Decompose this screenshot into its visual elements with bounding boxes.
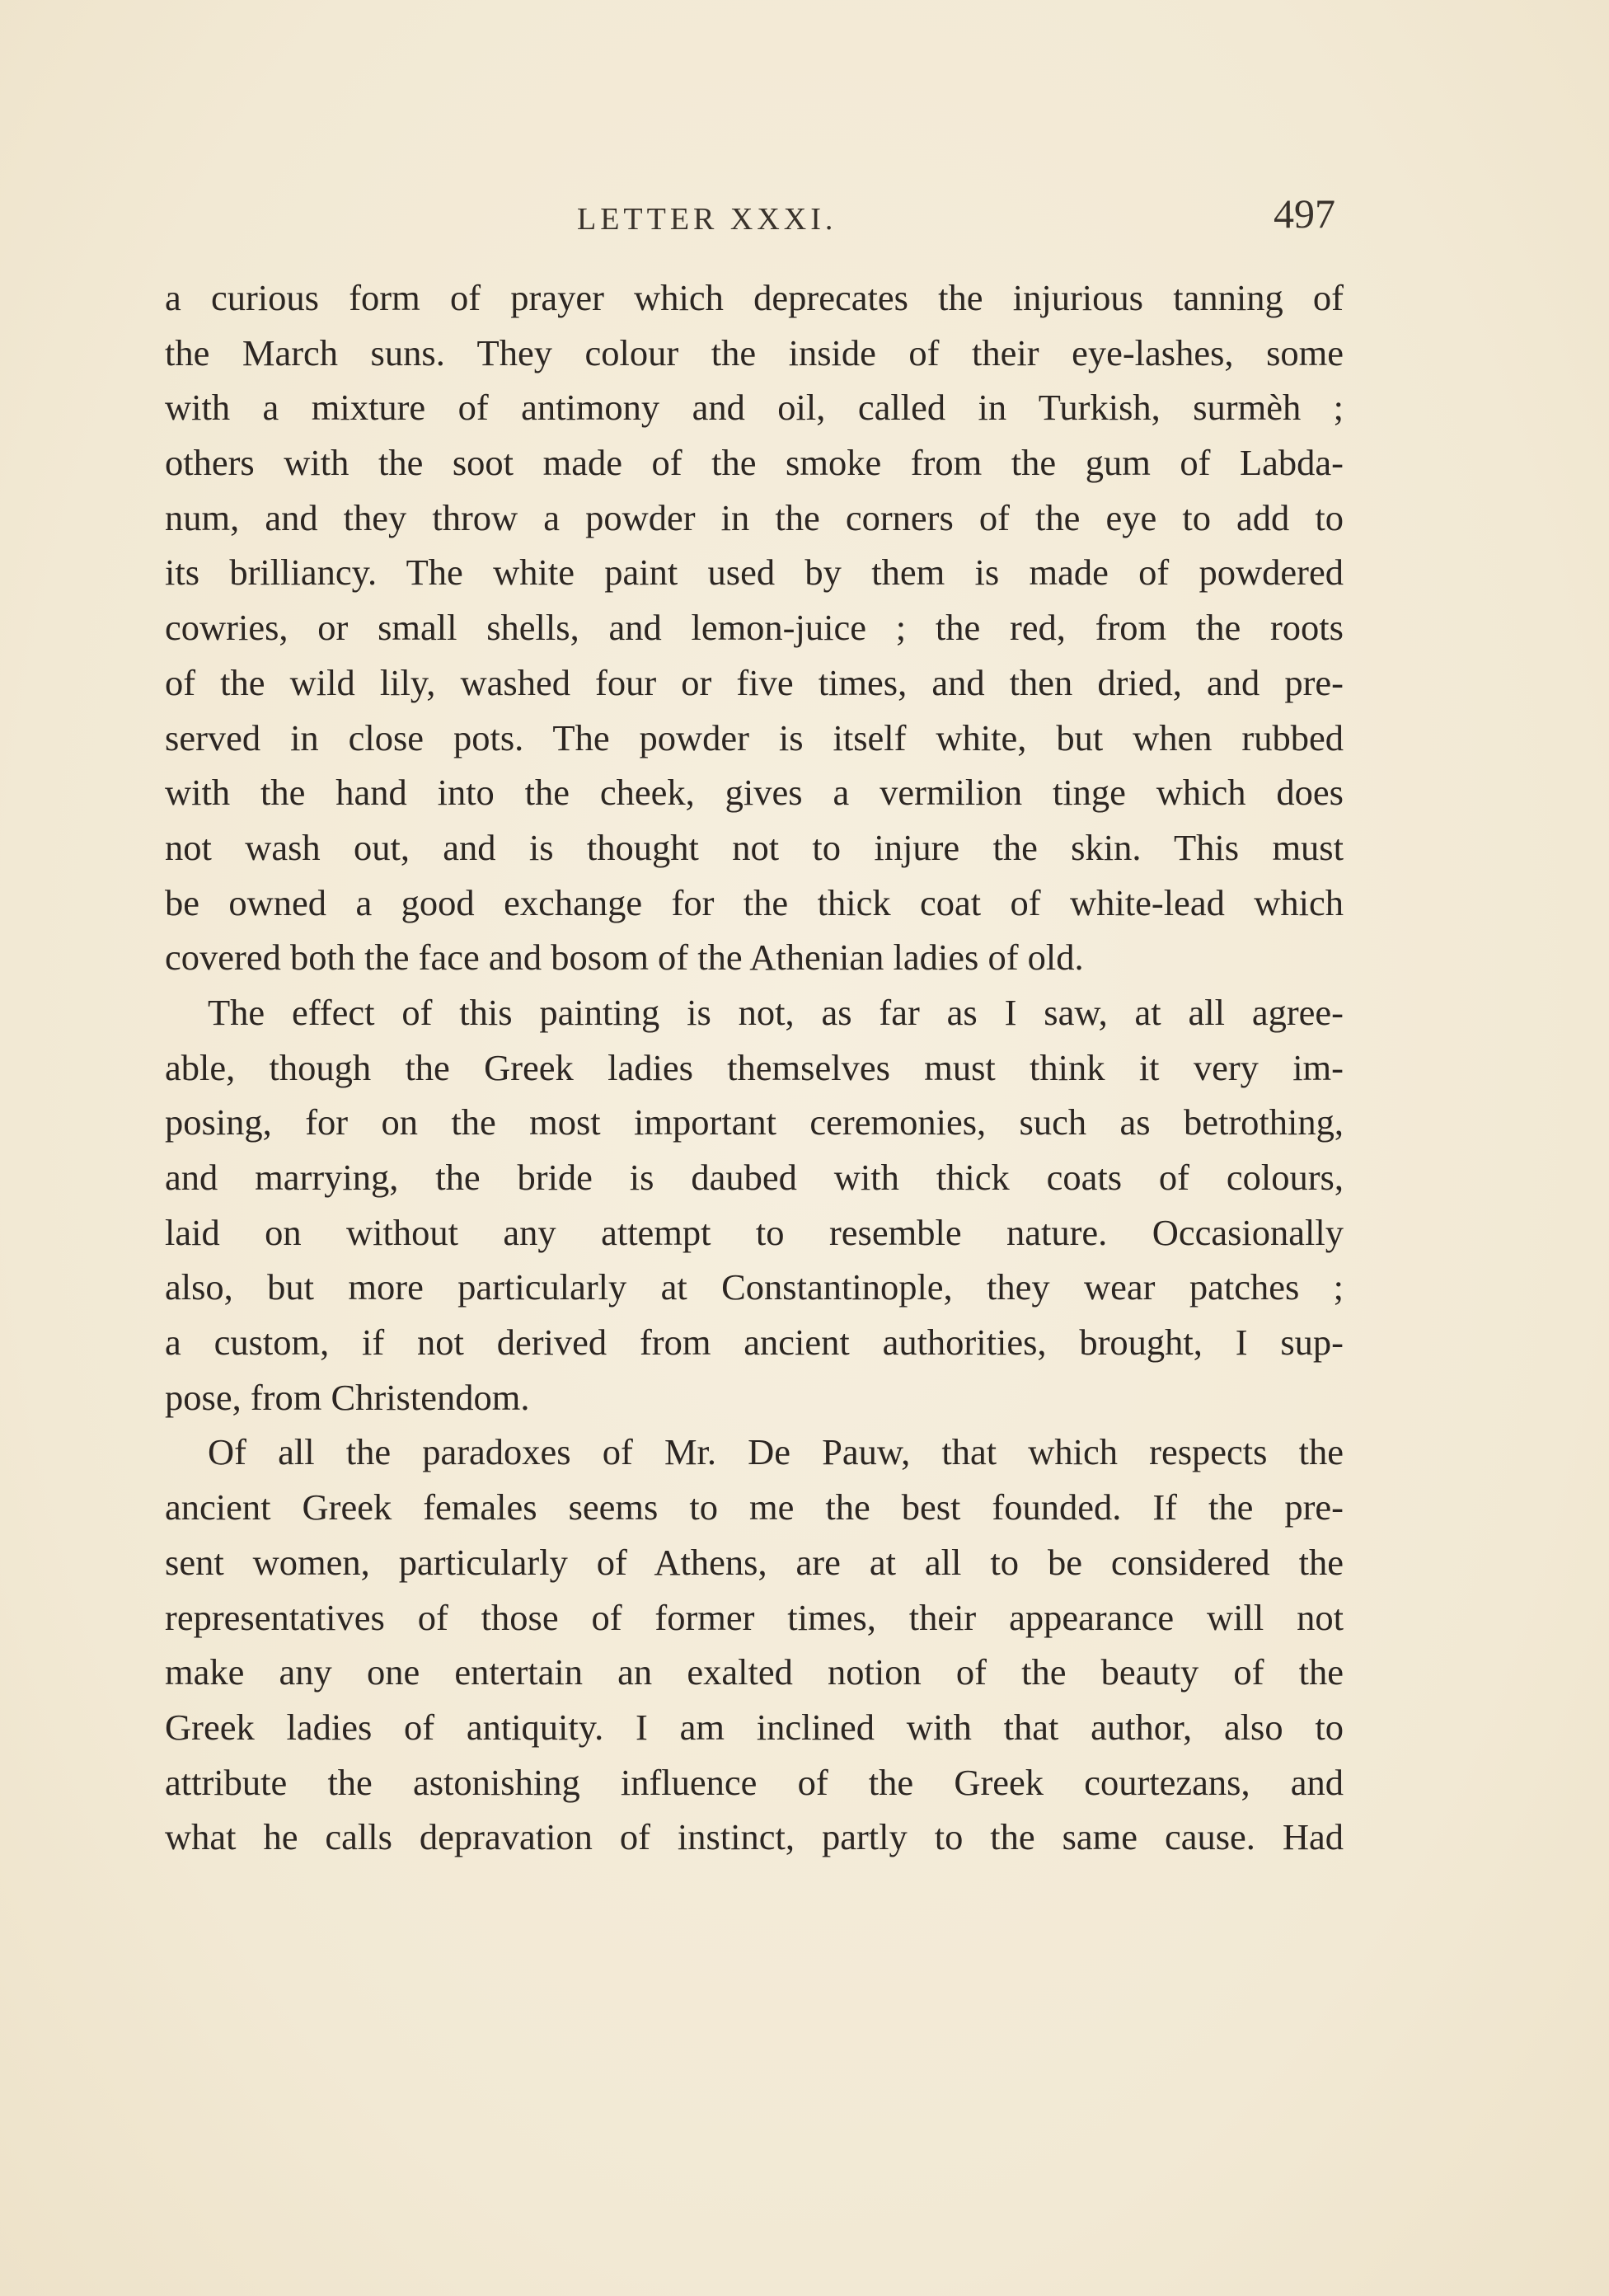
text-line: attribute the astonishing influence of the Greek courtezans, and: [165, 1761, 1344, 1803]
page-header: [165, 190, 1335, 247]
text-line: with a mixture of antimony and oil, called in Turkish, surmèh ;: [165, 387, 1344, 429]
text-line: covered both the face and bosom of the Athenian ladies of old.: [165, 937, 1084, 979]
text-line: able, though the Greek ladies themselves must think it very im-: [165, 1046, 1344, 1088]
text-line: Of all the paradoxes of Mr. De Pauw, that which respects the: [208, 1431, 1344, 1473]
text-line: served in close pots. The powder is itself white, but when rubbed: [165, 716, 1344, 758]
text-line: a curious form of prayer which deprecates the injurious tanning of: [165, 277, 1344, 318]
page-number: 497: [1274, 190, 1335, 237]
text-line: make any one entertain an exalted notion of the beauty of the: [165, 1651, 1344, 1693]
running-head: LETTER XXXI.: [577, 202, 837, 237]
text-line: others with the soot made of the smoke from the gum of Labda-: [165, 442, 1344, 484]
text-line: laid on without any attempt to resemble nature. Occasionally: [165, 1211, 1344, 1253]
text-line: posing, for on the most important ceremonies, such as betrothing,: [165, 1101, 1344, 1143]
text-line: cowries, or small shells, and lemon-juice ; the red, from the roots: [165, 607, 1344, 649]
text-line: sent women, particularly of Athens, are at all to be considered the: [165, 1541, 1344, 1583]
text-line: of the wild lily, washed four or five times, and then dried, and pre-: [165, 661, 1344, 703]
text-line: Greek ladies of antiquity. I am inclined with that author, also to: [165, 1706, 1344, 1748]
text-line: also, but more particularly at Constantinople, they wear patches ;: [165, 1266, 1344, 1308]
text-line: with the hand into the cheek, gives a vermilion tinge which does: [165, 772, 1344, 814]
text-line: a custom, if not derived from ancient authorities, brought, I sup-: [165, 1322, 1344, 1364]
text-line: ancient Greek females seems to me the best founded. If the pre-: [165, 1486, 1344, 1528]
text-line: the March suns. They colour the inside of their eye-lashes, some: [165, 331, 1344, 373]
text-line: num, and they throw a powder in the corners of the eye to add to: [165, 496, 1344, 538]
text-line: what he calls depravation of instinct, partly to the same cause. Had: [165, 1816, 1344, 1858]
text-line: The effect of this painting is not, as far as I saw, at all agree-: [208, 991, 1344, 1033]
body-text: [165, 270, 1344, 1865]
text-line: and marrying, the bride is daubed with thick coats of colours,: [165, 1157, 1344, 1198]
text-line: pose, from Christendom.: [165, 1376, 530, 1418]
text-line: its brilliancy. The white paint used by them is made of powdered: [165, 552, 1344, 594]
text-line: be owned a good exchange for the thick coat of white-lead which: [165, 881, 1344, 923]
text-line: not wash out, and is thought not to injure the skin. This must: [165, 826, 1344, 868]
text-line: representatives of those of former times, their appearance will not: [165, 1596, 1344, 1638]
